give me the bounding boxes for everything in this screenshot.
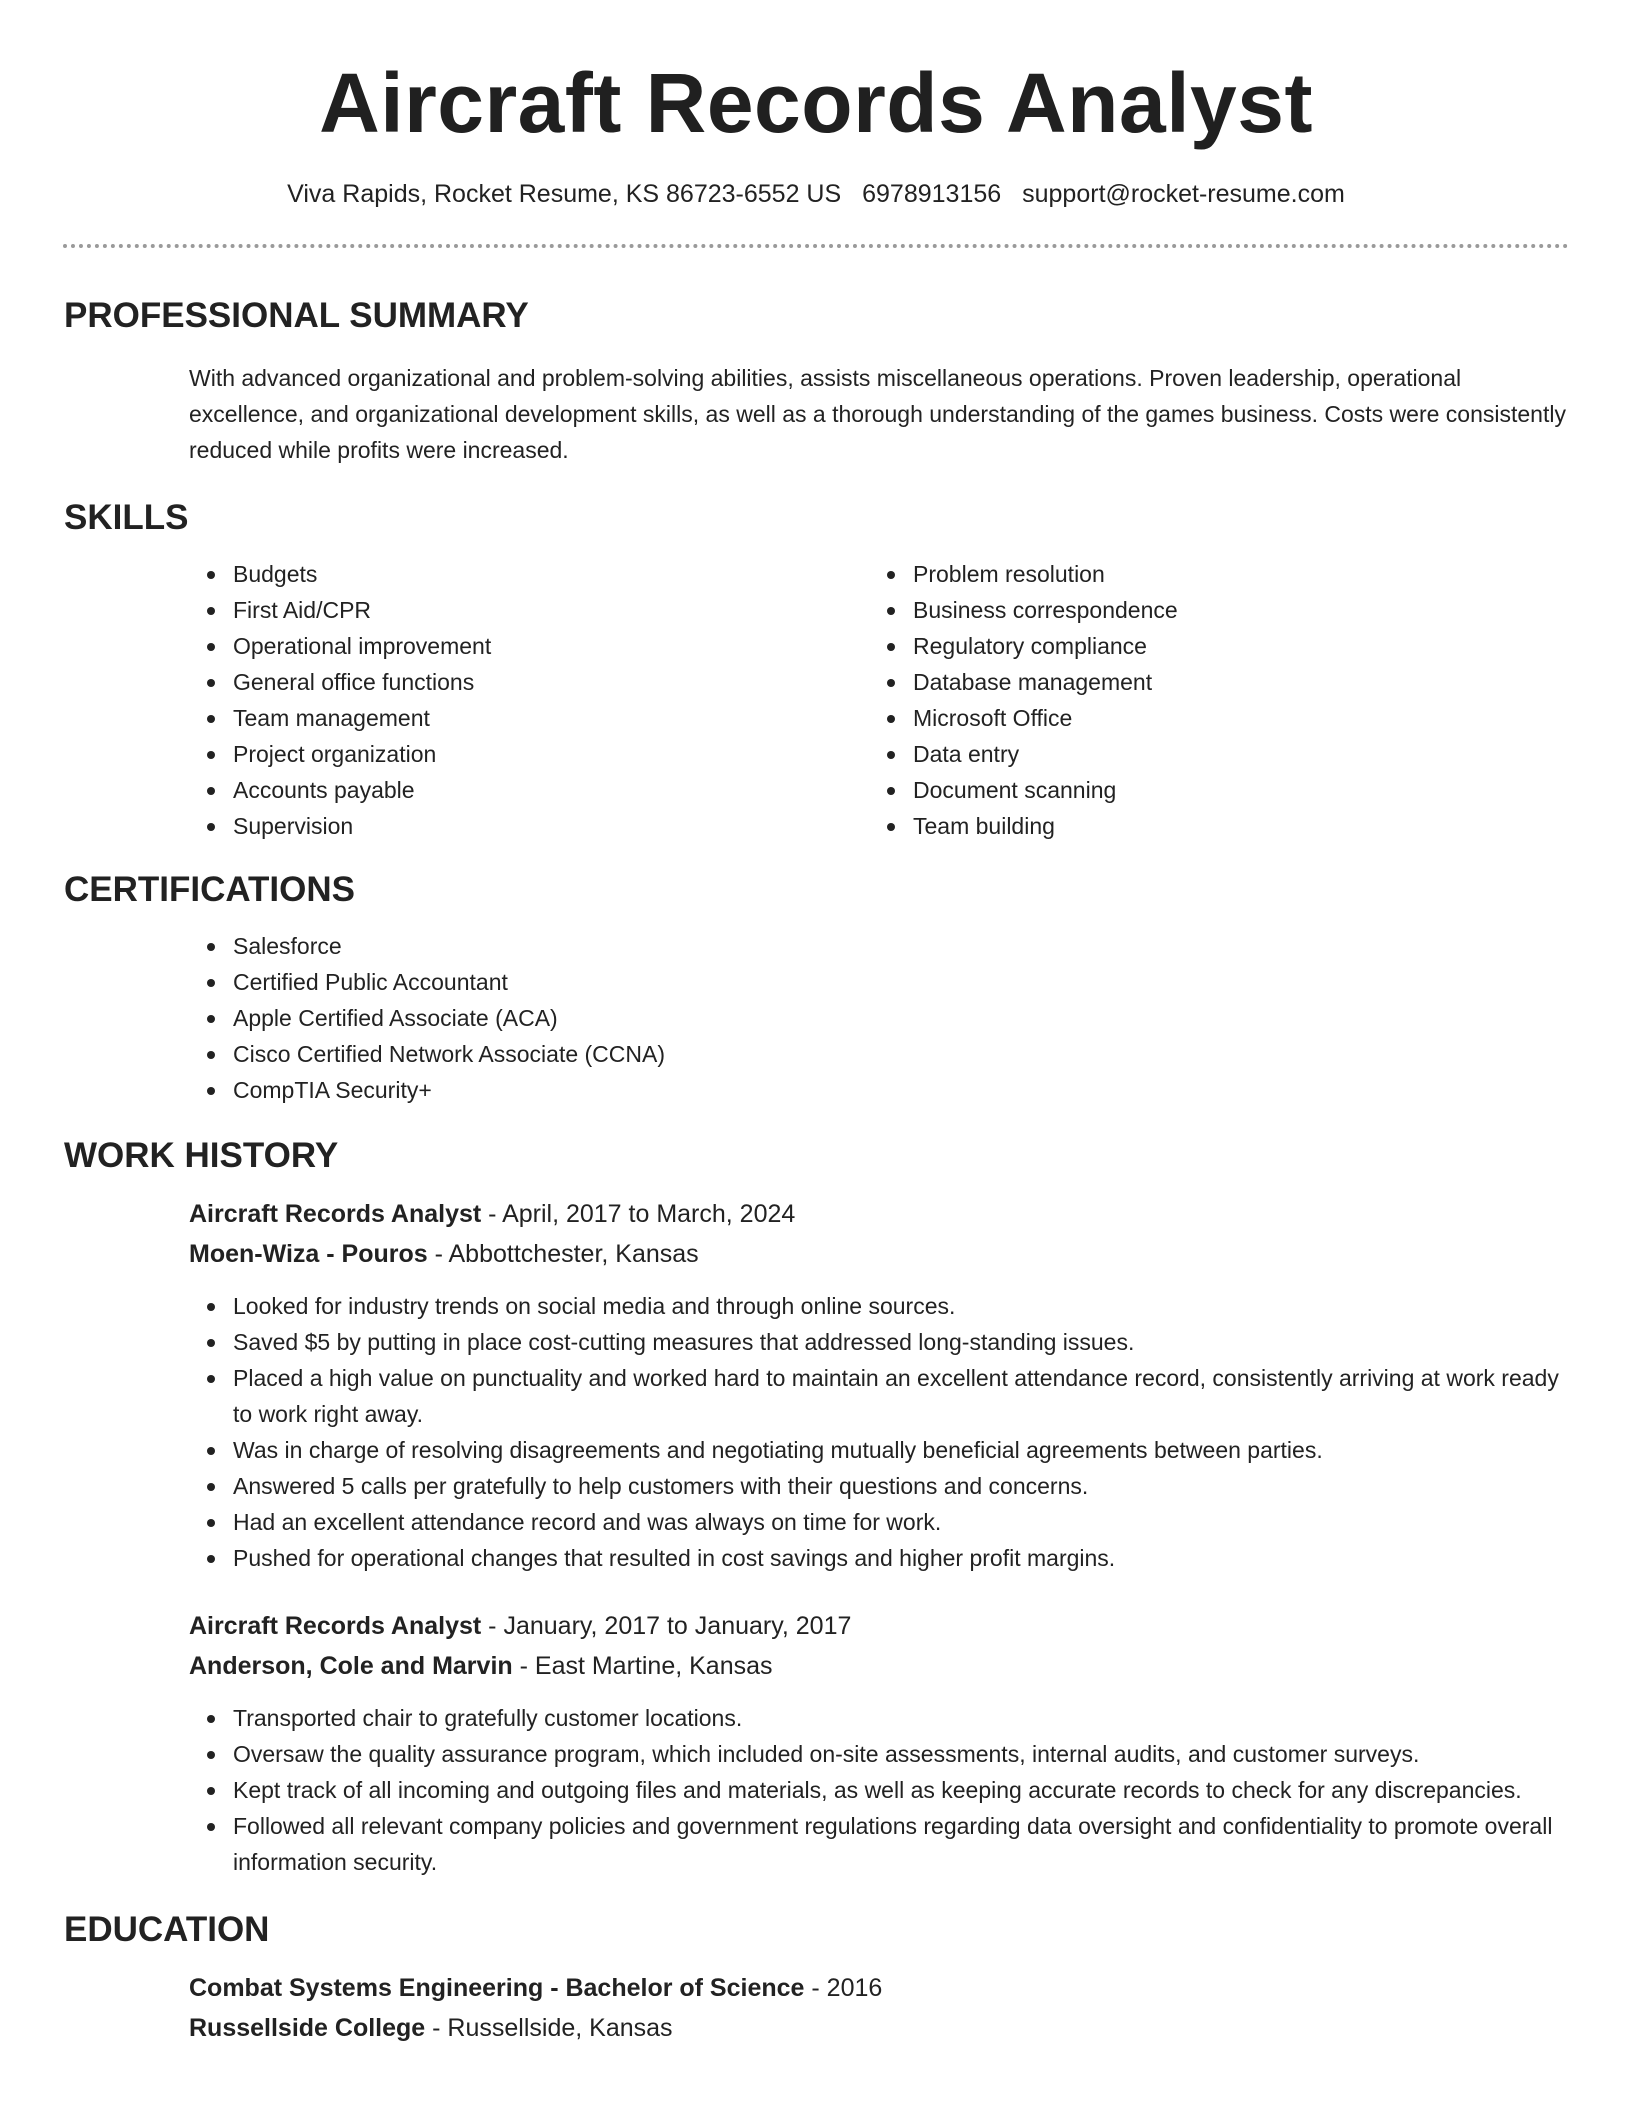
job-location: - Abbottchester, Kansas xyxy=(427,1240,699,1268)
candidate-name: Aircraft Records Analyst xyxy=(319,56,1313,150)
certification-item: Certified Public Accountant xyxy=(233,964,1569,1000)
education-title: EDUCATION xyxy=(64,1910,270,1949)
certification-item: CompTIA Security+ xyxy=(233,1072,1569,1108)
job-title-line xyxy=(189,1606,1569,1646)
job-duty: Looked for industry trends on social media and through online sources. xyxy=(233,1288,1569,1324)
skill-item: Business correspondence xyxy=(913,592,1549,628)
education-degree: Combat Systems Engineering - Bachelor of Science xyxy=(189,1974,805,2002)
job-duty: Was in charge of resolving disagreements and negotiating mutually beneficial agreements between parties. xyxy=(233,1432,1569,1468)
job-company-line xyxy=(189,1234,1569,1274)
summary-title: PROFESSIONAL SUMMARY xyxy=(64,296,529,335)
skill-item: Microsoft Office xyxy=(913,700,1549,736)
certification-item: Salesforce xyxy=(233,928,1569,964)
job-position: Aircraft Records Analyst xyxy=(189,1200,482,1228)
skills-section xyxy=(64,496,1569,844)
skills-list-right xyxy=(869,556,1549,844)
job-company-line xyxy=(189,1646,1569,1686)
job-duty: Saved $5 by putting in place cost-cutting measures that addressed long-standing issues. xyxy=(233,1324,1569,1360)
education-school-line xyxy=(189,2008,1569,2048)
job-position: Aircraft Records Analyst xyxy=(189,1612,482,1640)
education-degree-line xyxy=(189,1968,1569,2008)
skill-item: Project organization xyxy=(233,736,869,772)
education-entry xyxy=(189,1968,1569,2048)
certifications-list xyxy=(189,928,1569,1108)
job-duty: Transported chair to gratefully customer locations. xyxy=(233,1700,1569,1736)
job-dates: - January, 2017 to January, 2017 xyxy=(481,1612,852,1640)
job-duty: Answered 5 calls per gratefully to help customers with their questions and concerns. xyxy=(233,1468,1569,1504)
job-duty: Followed all relevant company policies and government regulations regarding data oversight and confidentiality to promote overall information security. xyxy=(233,1808,1569,1880)
job-title-line xyxy=(189,1194,1569,1234)
skill-item: Accounts payable xyxy=(233,772,869,808)
summary-text: With advanced organizational and problem-solving abilities, assists miscellaneous operations. Proven leadership, operational excellence, and organizational development skills, as well as a thorough understanding of the games business. Costs were consistently reduced while profits were increased. xyxy=(189,365,1566,463)
education-section xyxy=(64,1908,1569,2048)
job-company: Moen-Wiza - Pouros xyxy=(189,1240,428,1268)
job-dates: - April, 2017 to March, 2024 xyxy=(481,1200,796,1228)
contact-address: Viva Rapids, Rocket Resume, KS 86723-6552 US xyxy=(287,180,842,208)
education-location: - Russellside, Kansas xyxy=(425,2014,673,2042)
job-duty: Pushed for operational changes that resulted in cost savings and higher profit margins. xyxy=(233,1540,1569,1576)
job-duty: Had an excellent attendance record and was always on time for work. xyxy=(233,1504,1569,1540)
contact-line xyxy=(0,178,1632,210)
skill-item: Regulatory compliance xyxy=(913,628,1549,664)
education-school: Russellside College xyxy=(189,2014,426,2042)
skill-item: Data entry xyxy=(913,736,1549,772)
job-entry xyxy=(189,1194,1569,1576)
job-duties-list xyxy=(189,1700,1569,1880)
skills-column-left xyxy=(189,556,869,844)
skill-item: Document scanning xyxy=(913,772,1549,808)
certifications-section xyxy=(64,868,1569,1108)
summary-section xyxy=(64,294,1569,468)
skill-item: Problem resolution xyxy=(913,556,1549,592)
certification-item: Cisco Certified Network Associate (CCNA) xyxy=(233,1036,1569,1072)
job-duty: Kept track of all incoming and outgoing files and materials, as well as keeping accurate records to check for any discrepancies. xyxy=(233,1772,1569,1808)
skill-item: Budgets xyxy=(233,556,869,592)
skill-item: General office functions xyxy=(233,664,869,700)
certifications-body xyxy=(189,928,1569,1108)
job-duties-list xyxy=(189,1288,1569,1576)
job-location: - East Martine, Kansas xyxy=(512,1652,773,1680)
resume-header xyxy=(0,0,1632,210)
skills-grid xyxy=(189,556,1569,844)
skills-column-right xyxy=(869,556,1549,844)
work-history-title: WORK HISTORY xyxy=(64,1136,339,1175)
skill-item: First Aid/CPR xyxy=(233,592,869,628)
job-company: Anderson, Cole and Marvin xyxy=(189,1652,513,1680)
skill-item: Supervision xyxy=(233,808,869,844)
skills-title: SKILLS xyxy=(64,498,189,537)
job-entry xyxy=(189,1606,1569,1880)
job-duty: Placed a high value on punctuality and worked hard to maintain an excellent attendance record, consistently arriving at work ready to work right away. xyxy=(233,1360,1569,1432)
skill-item: Database management xyxy=(913,664,1549,700)
contact-phone: 6978913156 xyxy=(862,180,1002,208)
job-duty: Oversaw the quality assurance program, which included on-site assessments, internal audits, and customer surveys. xyxy=(233,1736,1569,1772)
skill-item: Team building xyxy=(913,808,1549,844)
contact-email: support@rocket-resume.com xyxy=(1022,180,1345,208)
certifications-title: CERTIFICATIONS xyxy=(64,870,356,909)
summary-body xyxy=(189,360,1569,468)
skill-item: Team management xyxy=(233,700,869,736)
skills-list-left xyxy=(189,556,869,844)
header-divider xyxy=(63,244,1569,248)
skill-item: Operational improvement xyxy=(233,628,869,664)
certification-item: Apple Certified Associate (ACA) xyxy=(233,1000,1569,1036)
work-history-section xyxy=(64,1134,1569,1880)
education-year: - 2016 xyxy=(804,1974,883,2002)
